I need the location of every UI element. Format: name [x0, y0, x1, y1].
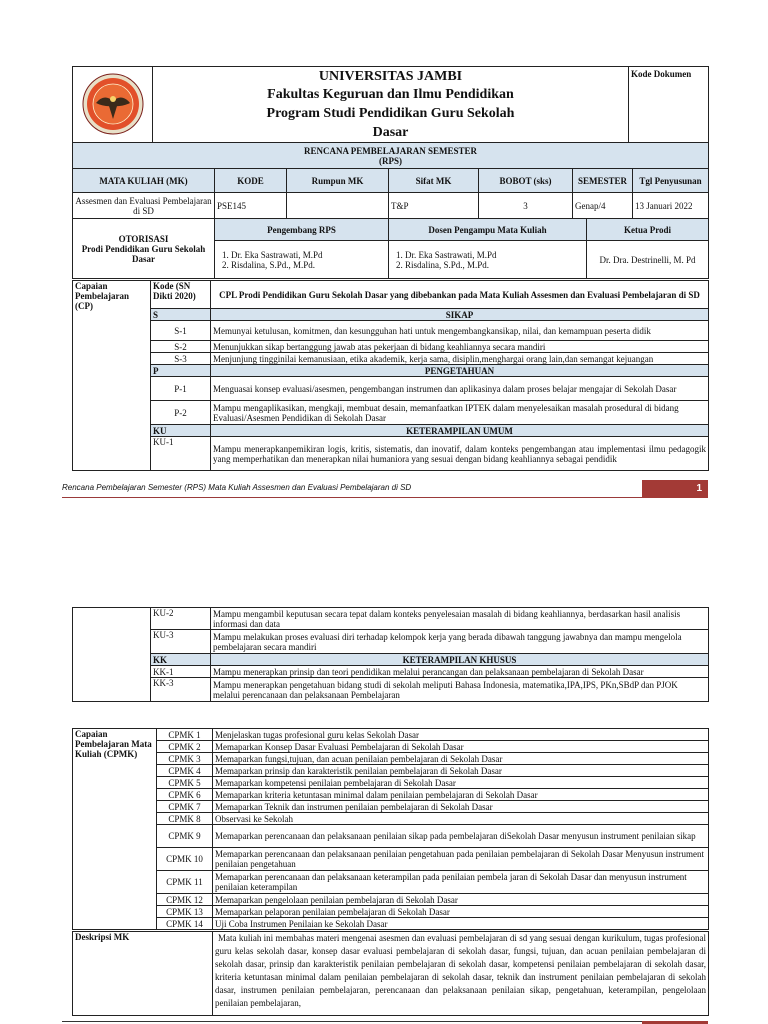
header-tgl: Tgl Penyusunan	[633, 169, 709, 193]
cp-item-text: Mampu mengaplikasikan, mengkaji, membuat desain, memanfaatkan IPTEK dalam menyelesaikan masalah prosedural di bidang Evaluasi/Asesmen Pendidikan di Sekolah Dasar	[211, 401, 709, 425]
deskripsi-table	[72, 931, 708, 1016]
cp-item-code: KU-3	[151, 630, 211, 654]
cp-item-code: P-1	[151, 377, 211, 401]
course-bobot: 3	[479, 193, 573, 219]
course-info-table	[72, 168, 708, 219]
cpmk-text: Memaparkan Konsep Dasar Evaluasi Pembelajaran di Sekolah Dasar	[213, 741, 709, 753]
cp-label-continued	[73, 608, 151, 702]
pengembang-item: 2. Risdalina, S.Pd., M.Pd.	[231, 260, 386, 270]
cpmk-code: CPMK 12	[157, 894, 213, 906]
cpmk-text: Memaparkan perencanaan dan pelaksanaan keterampilan pada penilaian pembela jaran di Sekolah Dasar dan menyusun instrument penilaian keterampilan	[213, 871, 709, 894]
pengembang-list	[215, 241, 389, 279]
dosen-item: 1. Dr. Eka Sastrawati, M.Pd	[405, 250, 584, 260]
cpmk-text: Memaparkan kompetensi penilaian pembelajaran di Sekolah Dasar	[213, 777, 709, 789]
cp-table	[72, 280, 708, 471]
kk-title: KETERAMPILAN KHUSUS	[211, 654, 709, 666]
pengembang-item: 1. Dr. Eka Sastrawati, M.Pd	[231, 250, 386, 260]
page-bottom-divider	[62, 1021, 708, 1022]
ku-kk-table	[72, 607, 708, 702]
cp-item-text: Menguasai konsep evaluasi/asesmen, pengembangan instrumen dan aplikasinya dalam proses belajar mengajar di Sekolah Dasar	[211, 377, 709, 401]
cp-item-code: KK-3	[151, 678, 211, 702]
cp-item-text: Memunyai ketulusan, komitmen, dan kesungguhan hati untuk mengembangkansikap, nilai, dan kemampuan peserta didik	[211, 321, 709, 341]
cpmk-text: Memaparkan Teknik dan instrumen penilaian pembelajaran di Sekolah Dasar	[213, 801, 709, 813]
otorisasi-table	[72, 218, 708, 279]
ku-code: KU	[151, 425, 211, 437]
cpmk-text: Menjelaskan tugas profesional guru kelas Sekolah Dasar	[213, 729, 709, 741]
kode-dokumen: Kode Dokumen	[629, 67, 709, 143]
cpmk-label: Capaian Pembelajaran Mata Kuliah (CPMK)	[73, 729, 157, 930]
cp-title: CPL Prodi Pendidikan Guru Sekolah Dasar yang dibebankan pada Mata Kuliah Assesmen dan Evaluasi Pembelajaran di SD	[211, 281, 709, 309]
cpmk-code: CPMK 13	[157, 906, 213, 918]
cp-item-code: S-3	[151, 353, 211, 365]
dosen-label: Dosen Pengampu Mata Kuliah	[389, 219, 587, 241]
document-header	[72, 66, 708, 169]
cp-item-code: S-2	[151, 341, 211, 353]
university-name: UNIVERSITAS JAMBI	[318, 69, 463, 84]
cpmk-table	[72, 728, 708, 930]
cp-item-code: S-1	[151, 321, 211, 341]
cp-item-code: KU-2	[151, 608, 211, 630]
course-code: PSE145	[215, 193, 287, 219]
header-kode: KODE	[215, 169, 287, 193]
course-name: Assesmen dan Evaluasi Pembelajaran di SD	[73, 193, 215, 219]
cpmk-code: CPMK 6	[157, 789, 213, 801]
header-bobot: BOBOT (sks)	[479, 169, 573, 193]
cp-item-text: Menjunjung tingginilai kemanusiaan, etika akademik, kerja sama, disiplin,menghargai orang lain,dan semangat kejuangan	[211, 353, 709, 365]
cp-label: Capaian Pembelajaran (CP)	[73, 281, 151, 471]
cp-kode-label: Kode (SN Dikti 2020)	[151, 281, 211, 309]
deskripsi-label: Deskripsi MK	[73, 932, 213, 1016]
ketua-label: Ketua Prodi	[587, 219, 709, 241]
cpmk-code: CPMK 9	[157, 825, 213, 848]
cpmk-code: CPMK 11	[157, 871, 213, 894]
ketua-prodi-name: Dr. Dra. Destrinelli, M. Pd	[587, 241, 709, 279]
cp-item-text: Mampu menerapkanpemikiran logis, kritis, sistematis, dan inovatif, dalam konteks pengembangan atau implementasi ilmu pedagogik yang memperhatikan dan menerapkan nilai humaniora yang sesuai dengan bidang keahliannya sebagai pendidik	[211, 437, 709, 471]
cp-item-code: KK-1	[151, 666, 211, 678]
cp-item-text: Mampu menerapkan prinsip dan teori pendidikan melalui perancangan dan pelaksanaan pembelajaran di Sekolah Dasar	[211, 666, 709, 678]
cpmk-code: CPMK 8	[157, 813, 213, 825]
cpmk-code: CPMK 3	[157, 753, 213, 765]
pengetahuan-title: PENGETAHUAN	[211, 365, 709, 377]
header-rumpun: Rumpun MK	[287, 169, 389, 193]
cp-item-code: KU-1	[151, 437, 211, 471]
page-number: 1	[642, 480, 708, 498]
sikap-code: S	[151, 309, 211, 321]
pengetahuan-code: P	[151, 365, 211, 377]
course-rumpun	[287, 193, 389, 219]
dosen-list	[389, 241, 587, 279]
cpmk-text: Memaparkan pengelolaan penilaian pembelajaran di Sekolah Dasar	[213, 894, 709, 906]
footer-divider	[62, 497, 642, 498]
cpmk-text: Observasi ke Sekolah	[213, 813, 709, 825]
cpmk-text: Memaparkan perencanaan dan pelaksanaan penilaian pengetahuan pada penilaian pembelajaran di Sekolah Dasar Menyusun instrument penilaian pengetahuan	[213, 848, 709, 871]
program-name-cont: Dasar	[372, 125, 409, 140]
cpmk-code: CPMK 7	[157, 801, 213, 813]
cpmk-text: Memaparkan fungsi,tujuan, dan acuan penilaian pembelajaran di Sekolah Dasar	[213, 753, 709, 765]
ku-title: KETERAMPILAN UMUM	[211, 425, 709, 437]
otorisasi-label: OTORISASI Prodi Pendidikan Guru Sekolah Dasar	[73, 219, 215, 279]
cpmk-text: Uji Coba Instrumen Penilaian ke Sekolah Dasar	[213, 918, 709, 930]
header-mata-kuliah: MATA KULIAH (MK)	[73, 169, 215, 193]
cpmk-text: Memaparkan kriteria ketuntasan minimal dalam penilaian pembelajaran di Sekolah Dasar	[213, 789, 709, 801]
faculty-name: Fakultas Keguruan dan Ilmu Pendidikan	[267, 87, 514, 102]
cpmk-code: CPMK 4	[157, 765, 213, 777]
header-title	[153, 67, 629, 143]
pengembang-label: Pengembang RPS	[215, 219, 389, 241]
cp-item-text: Mampu menerapkan pengetahuan bidang studi di sekolah meliputi Bahasa Indonesia, matematika,IPA,IPS, PKn,SBdP dan PJOK melalui perencanaan dan pelaksanaan Pembelajaran	[211, 678, 709, 702]
dosen-item: 2. Risdalina, S.Pd., M.Pd.	[405, 260, 584, 270]
cp-item-text: Mampu melakukan proses evaluasi diri terhadap kelompok kerja yang berada dibawah tanggung jawabnya dan mampu mengelola pembelajaran secara mandiri	[211, 630, 709, 654]
cpmk-text: Memaparkan perencanaan dan pelaksanaan penilaian sikap pada pembelajaran diSekolah Dasar menyusun instrument penilaian sikap	[213, 825, 709, 848]
deskripsi-text: Mata kuliah ini membahas materi mengenai asesmen dan evaluasi pembelajaran di sd yang sesuai dengan kurikulum, tugas profesional guru kelas sekolah dasar, konsep dasar evaluasi pembelajaran di sekolah dasar, fungsi, tujuan, dan acuan penilaian pembelajaran di sekolah dasar, prinsip dan karakteristik penilaian pembelajaran di sekolah dasar, kompetensi penilaian pembelajaran di sekolah dasar, kriteria ketuntasan minimal dalam penilaian pembelajaran di sekolah dasar, teknik dan instrument penilaian pembelajaran di sekolah dasar, instrumen penilaian pembelajaran, perencanaan dan pelaksanaan penilaian sikap, pengetahuan, keterampilan, pengelolaan penilaian pembelajaran,	[213, 932, 709, 1016]
cpmk-code: CPMK 2	[157, 741, 213, 753]
sikap-title: SIKAP	[211, 309, 709, 321]
kk-code: KK	[151, 654, 211, 666]
logo-cell	[73, 67, 153, 143]
cpmk-code: CPMK 10	[157, 848, 213, 871]
footer-text: Rencana Pembelajaran Semester (RPS) Mata Kuliah Assesmen dan Evaluasi Pembelajaran di SD	[62, 483, 412, 492]
cpmk-code: CPMK 14	[157, 918, 213, 930]
header-sifat: Sifat MK	[389, 169, 479, 193]
cpmk-text: Memaparkan prinsip dan karakteristik penilaian pembelajaran di Sekolah Dasar	[213, 765, 709, 777]
course-sifat: T&P	[389, 193, 479, 219]
page-footer	[62, 480, 708, 498]
course-date: 13 Januari 2022	[633, 193, 709, 219]
cpmk-text: Memaparkan pelaporan penilaian pembelajaran di Sekolah Dasar	[213, 906, 709, 918]
cpmk-code: CPMK 1	[157, 729, 213, 741]
cp-item-text: Menunjukkan sikap bertanggung jawab atas pekerjaan di bidang keahliannya secara mandiri	[211, 341, 709, 353]
course-semester: Genap/4	[573, 193, 633, 219]
cpmk-code: CPMK 5	[157, 777, 213, 789]
rps-title: RENCANA PEMBELAJARAN SEMESTER (RPS)	[73, 143, 709, 169]
cp-item-text: Mampu mengambil keputusan secara tepat dalam konteks penyelesaian masalah di bidang keahliannya, berdasarkan hasil analisis informasi dan data	[211, 608, 709, 630]
university-logo-icon	[82, 73, 144, 135]
header-semester: SEMESTER	[573, 169, 633, 193]
program-name: Program Studi Pendidikan Guru Sekolah	[266, 106, 515, 121]
cp-item-code: P-2	[151, 401, 211, 425]
